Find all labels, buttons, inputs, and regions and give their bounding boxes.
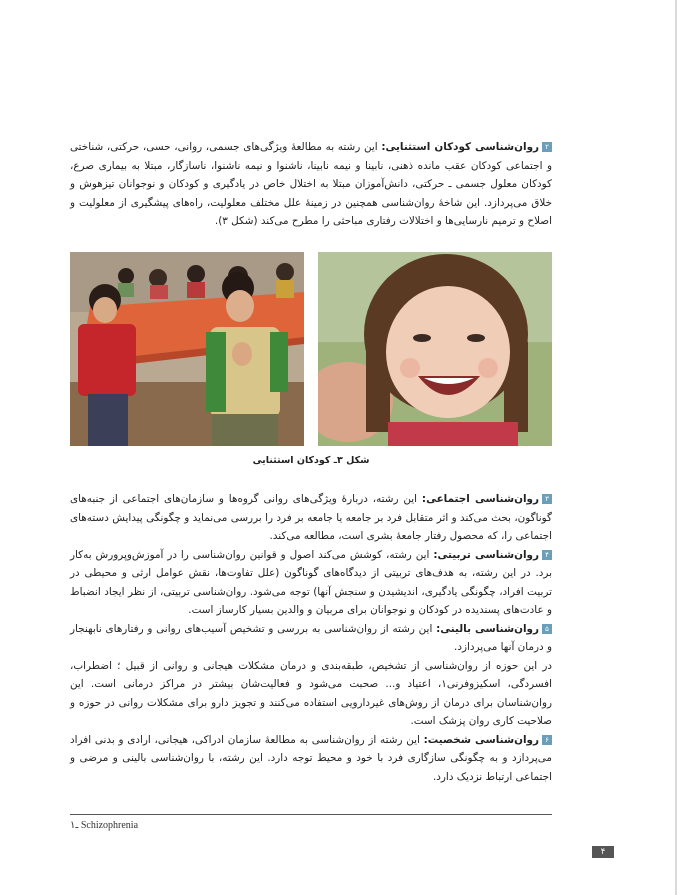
- sections-list: [70, 490, 552, 786]
- footnote-divider: [70, 814, 552, 815]
- footnote: ۱ـ Schizophrenia: [70, 820, 139, 831]
- section-heading: روان‌شناسی شخصیت:: [423, 733, 539, 746]
- section-heading: روان‌شناسی بالینی:: [436, 622, 540, 635]
- paragraph: [70, 138, 552, 231]
- section-heading: روان‌شناسی تربیتی:: [433, 548, 539, 561]
- section-text: در این حوزه از روان‌شناسی از تشخیص، طبقه‌بندی و درمان مشکلات هیجانی و روانی از قبیل ؛ اضطراب، افسردگی، اسکیزوفرنی۱، اعتیاد و... صحبت می‌شود و فعالیت‌شان بیشتر در مراکز درمانی است. این روان‌شناسان برای درمان از روش‌های غیردارویی استفاده می‌کنند و تجویز دارو برای مشکلات روانی در حوزه و صلاحیت کاری روان پزشک است.: [70, 659, 552, 727]
- classroom-photo: [70, 252, 304, 446]
- section-exceptional-children: [70, 138, 552, 231]
- section-text: این رشته از روان‌شناسی به مطالعهٔ سازمان ادراکی، هیجانی، ارادی و بدنی افراد می‌پردازد و به چگونگی سازگاری فرد با خود و محیط توجه دارد. این رشته، با روان‌شناسی بالینی و مرضی و اجتماعی ارتباط نزدیک دارد.: [70, 733, 552, 783]
- paragraph-clinical: [70, 620, 552, 657]
- page-number: ۴: [592, 846, 614, 858]
- section-marker: ۲: [542, 142, 552, 152]
- section-heading: روان‌شناسی اجتماعی:: [421, 493, 539, 505]
- section-marker: ۳: [542, 494, 552, 504]
- figure-caption: شکل ۳ـ کودکان استثنایی: [252, 455, 370, 466]
- paragraph-educational: [70, 546, 552, 620]
- section-heading: روان‌شناسی کودکان استثنایی:: [381, 141, 540, 153]
- smiling-girl-photo: [318, 252, 552, 446]
- paragraph-personality: [70, 731, 552, 787]
- section-text: این رشته به مطالعهٔ ویژگی‌های جسمی، روانی، حسی، حرکتی، شناختی و اجتماعی کودکان عقب مانده ذهنی، نابینا و نیمه نابینا، ناشنوا و نیمه ناشنوا، ناسازگار، مبتلا به بیماری صرع، کودکان معلول جسمی ـ حرکتی، دانش‌آموزان مبتلا به اختلال خاص در یادگیری و کودکان و نوجوانان تیزهوش و خلاق می‌پردازد. این شاخهٔ روان‌شناسی همچنین در زمینهٔ علل مختلف معلولیت، راه‌های پیشگیری از معلولیت و اصلاح و ترمیم نارسایی‌ها و اختلالات رفتاری مباحثی را مطرح می‌کند (شکل ۳).: [70, 141, 552, 227]
- figure: [70, 252, 552, 446]
- section-marker: ۶: [542, 735, 552, 745]
- paragraph-social: [70, 490, 552, 546]
- section-marker: ۴: [542, 550, 552, 560]
- section-text: این رشته، کوشش می‌کند اصول و قوانین روان‌شناسی را در آموزش‌وپرورش به‌کار برد. در این رشته، به هدف‌های تربیتی از دیدگاه‌های گوناگون (علل تفاوت‌ها، نقش عوامل ارثی و محیطی در تربیت افراد، چگونگی یادگیری، اندیشیدن و سنجش آنها) توجه می‌شود. روان‌شناسی تربیتی، از نظر ایجاد انضباط و عادت‌های پسندیده در کودکان و نوجوانان برای مربیان و والدین بسیار کارساز است.: [70, 548, 552, 616]
- section-text: این رشته از روان‌شناسی به بررسی و تشخیص آسیب‌های روانی و رفتارهای نابهنجار و درمان آنها می‌پردازد.: [70, 622, 552, 653]
- section-text: این رشته، دربارهٔ ویژگی‌های روانی گروه‌ها و سازمان‌های اجتماعی از جنبه‌های گوناگون، بحث می‌کند و اثر متقابل فرد بر جامعه یا جامعه بر فرد را بررسی می‌نماید و چگونگی پیدایش دسته‌های اجتماعی را، که محصول رفتار جامعهٔ بشری است، مطالعه می‌کند.: [70, 493, 552, 542]
- section-marker: ۵: [542, 624, 552, 634]
- paragraph-clinical-detail: [70, 657, 552, 731]
